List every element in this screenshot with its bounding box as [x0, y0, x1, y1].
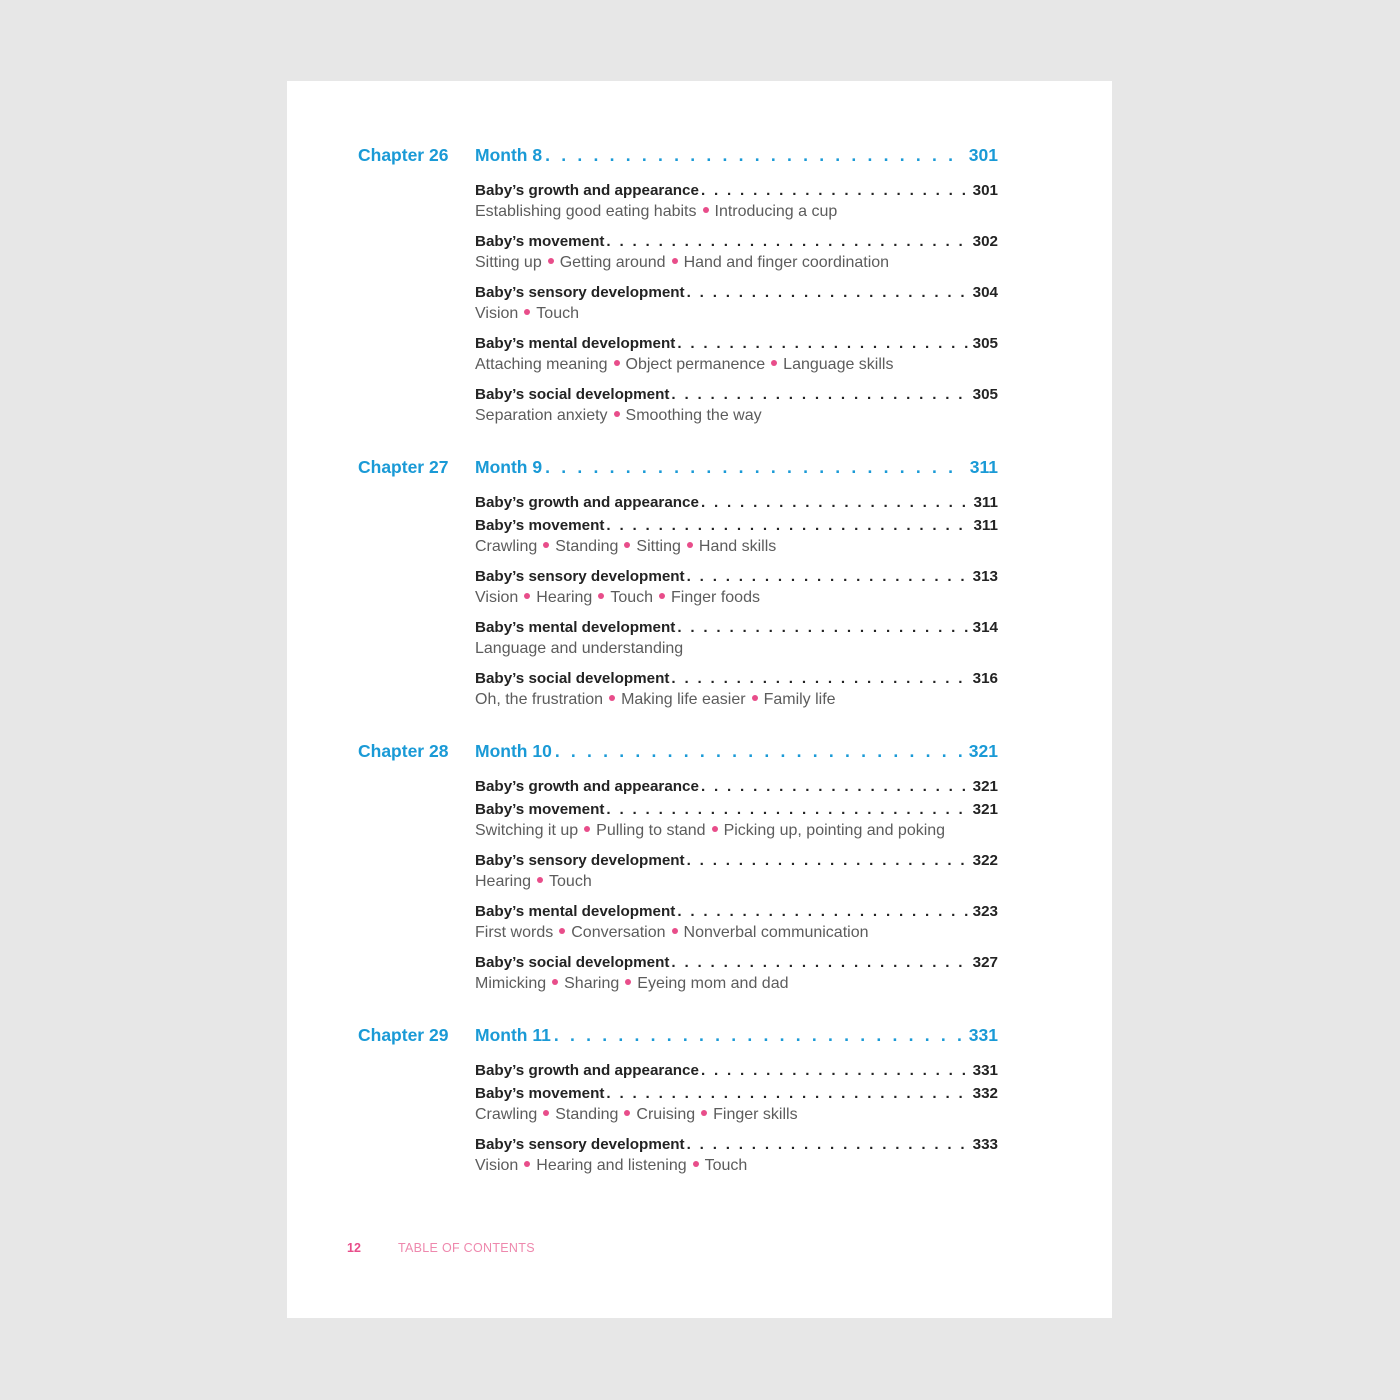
section-row[interactable]	[475, 332, 998, 355]
topic: Hand skills	[698, 538, 777, 555]
month-title: Month 9	[475, 457, 543, 477]
topic: Touch	[536, 305, 579, 322]
month-title: Month 8	[475, 145, 543, 165]
dot-leader	[671, 951, 968, 974]
toc-entry	[475, 491, 998, 557]
bullet-icon	[624, 1110, 630, 1116]
section-title: Baby’s mental development	[475, 619, 676, 636]
topic: Finger foods	[671, 589, 760, 606]
topic: Picking up, pointing and poking	[723, 822, 946, 839]
month-title: Month 10	[475, 741, 552, 761]
topic-list	[475, 690, 998, 710]
section-row[interactable]	[475, 1082, 998, 1105]
dot-leader	[687, 849, 969, 872]
topic-list	[475, 821, 998, 841]
topic: Touch	[704, 1157, 748, 1174]
topic: Attaching meaning	[475, 356, 608, 373]
toc-entry	[475, 179, 998, 222]
topic: Making life easier	[621, 691, 746, 708]
section-title: Baby’s social development	[475, 954, 670, 971]
section-page-number: 322	[972, 852, 998, 869]
footer-page-number: 12	[347, 1241, 361, 1255]
dot-leader	[545, 144, 963, 166]
section-page-number: 311	[973, 517, 998, 534]
chapter-label: Chapter 26	[358, 145, 449, 165]
dot-leader	[606, 798, 968, 821]
bullet-icon	[687, 542, 693, 548]
section-row[interactable]	[475, 798, 998, 821]
bullet-icon	[543, 1110, 549, 1116]
topic: Hearing	[475, 873, 532, 890]
bullet-icon	[543, 542, 549, 548]
topic: Switching it up	[475, 822, 579, 839]
topic-list	[475, 253, 998, 273]
section-page-number: 327	[972, 954, 998, 971]
section-row[interactable]	[475, 565, 998, 588]
section-page-number: 301	[972, 182, 998, 199]
bullet-icon	[609, 695, 615, 701]
section-title: Baby’s sensory development	[475, 568, 685, 585]
topic: Family life	[763, 691, 836, 708]
topic: Language skills	[783, 356, 894, 373]
topic: Conversation	[571, 924, 666, 941]
bullet-icon	[537, 877, 543, 883]
section-page-number: 313	[972, 568, 998, 585]
dot-leader	[701, 775, 969, 798]
dot-leader	[701, 491, 970, 514]
dot-leader	[671, 667, 968, 690]
dot-leader	[677, 616, 968, 639]
topic: Oh, the frustration	[475, 691, 604, 708]
toc-entry	[475, 230, 998, 273]
section-title: Baby’s growth and appearance	[475, 778, 699, 795]
section-row[interactable]	[475, 179, 998, 202]
month-page-number: 321	[968, 741, 998, 761]
topic: Hand and finger coordination	[683, 254, 890, 271]
topic-list	[475, 974, 998, 994]
section-page-number: 331	[972, 1062, 998, 1079]
section-title: Baby’s social development	[475, 386, 670, 403]
section-row[interactable]	[475, 616, 998, 639]
bullet-icon	[771, 360, 777, 366]
topic: Touch	[549, 873, 592, 890]
topic: Standing	[555, 1106, 619, 1123]
dot-leader	[677, 332, 968, 355]
bullet-icon	[584, 826, 590, 832]
section-page-number: 333	[972, 1136, 998, 1153]
topic: Separation anxiety	[475, 407, 608, 424]
toc-entry	[475, 667, 998, 710]
toc-entry	[475, 616, 998, 659]
section-title: Baby’s growth and appearance	[475, 182, 699, 199]
bullet-icon	[701, 1110, 707, 1116]
bullet-icon	[598, 593, 604, 599]
month-heading[interactable]	[475, 1024, 998, 1046]
section-page-number: 311	[973, 494, 998, 511]
bullet-icon	[624, 542, 630, 548]
bullet-icon	[712, 826, 718, 832]
topic: Eyeing mom and dad	[637, 975, 789, 992]
toc-entry	[475, 900, 998, 943]
section-title: Baby’s mental development	[475, 903, 676, 920]
section-row[interactable]	[475, 900, 998, 923]
dot-leader	[555, 740, 963, 762]
topic-list	[475, 1156, 998, 1176]
topic: Sitting	[636, 538, 681, 555]
section-page-number: 321	[972, 801, 998, 818]
section-row[interactable]	[475, 491, 998, 514]
topic-list	[475, 1105, 998, 1125]
bullet-icon	[524, 309, 530, 315]
bullet-icon	[524, 593, 530, 599]
section-title: Baby’s sensory development	[475, 852, 685, 869]
section-title: Baby’s movement	[475, 233, 605, 250]
topic: Vision	[475, 305, 519, 322]
topic-list	[475, 202, 998, 222]
toc-entry	[475, 951, 998, 994]
section-page-number: 305	[972, 386, 998, 403]
topic: Vision	[475, 1157, 519, 1174]
section-page-number: 305	[972, 335, 998, 352]
topic: Nonverbal communication	[683, 924, 869, 941]
bullet-icon	[693, 1161, 699, 1167]
chapter-label: Chapter 27	[358, 457, 449, 477]
topic: Sharing	[564, 975, 620, 992]
section-row[interactable]	[475, 951, 998, 974]
toc-entry	[475, 332, 998, 375]
topic: Crawling	[475, 1106, 538, 1123]
footer-section-label: TABLE OF CONTENTS	[398, 1241, 535, 1255]
section-row[interactable]	[475, 1133, 998, 1156]
topic-list	[475, 588, 998, 608]
bullet-icon	[672, 928, 678, 934]
topic: Introducing a cup	[714, 203, 838, 220]
section-page-number: 332	[972, 1085, 998, 1102]
section-row[interactable]	[475, 383, 998, 406]
bullet-icon	[524, 1161, 530, 1167]
dot-leader	[687, 1133, 969, 1156]
topic-list	[475, 406, 998, 426]
toc-entry	[475, 281, 998, 324]
toc-entry	[475, 775, 998, 841]
bullet-icon	[548, 258, 554, 264]
month-page-number: 301	[968, 145, 998, 165]
section-row[interactable]	[475, 1059, 998, 1082]
dot-leader	[687, 281, 969, 304]
section-row[interactable]	[475, 230, 998, 253]
topic: Hearing and listening	[536, 1157, 687, 1174]
topic: Mimicking	[475, 975, 547, 992]
toc-entry	[475, 1059, 998, 1125]
dot-leader	[677, 900, 968, 923]
topic-list	[475, 923, 998, 943]
toc-entry	[475, 383, 998, 426]
topic: Finger skills	[713, 1106, 798, 1123]
section-row[interactable]	[475, 849, 998, 872]
bullet-icon	[559, 928, 565, 934]
section-title: Baby’s movement	[475, 1085, 605, 1102]
topic: First words	[475, 924, 554, 941]
section-title: Baby’s sensory development	[475, 284, 685, 301]
topic: Hearing	[536, 589, 593, 606]
bullet-icon	[659, 593, 665, 599]
month-heading[interactable]	[475, 144, 998, 166]
section-page-number: 314	[972, 619, 998, 636]
section-page-number: 321	[972, 778, 998, 795]
section-row[interactable]	[475, 775, 998, 798]
topic-list	[475, 355, 998, 375]
bullet-icon	[614, 411, 620, 417]
topic-list	[475, 639, 998, 659]
section-page-number: 302	[972, 233, 998, 250]
topic: Object permanence	[625, 356, 766, 373]
topic: Vision	[475, 589, 519, 606]
section-row[interactable]	[475, 281, 998, 304]
dot-leader	[606, 1082, 968, 1105]
topic: Sitting up	[475, 254, 542, 271]
section-page-number: 316	[972, 670, 998, 687]
section-title: Baby’s mental development	[475, 335, 676, 352]
dot-leader	[606, 514, 969, 537]
bullet-icon	[552, 979, 558, 985]
month-page-number: 311	[969, 457, 998, 477]
document-page	[287, 81, 1112, 1318]
dot-leader	[606, 230, 968, 253]
section-row[interactable]	[475, 667, 998, 690]
dot-leader	[701, 179, 969, 202]
topic: Getting around	[559, 254, 666, 271]
section-title: Baby’s movement	[475, 517, 605, 534]
section-page-number: 323	[972, 903, 998, 920]
topic-list	[475, 537, 998, 557]
section-page-number: 304	[972, 284, 998, 301]
section-row[interactable]	[475, 514, 998, 537]
month-page-number: 331	[968, 1025, 998, 1045]
section-title: Baby’s social development	[475, 670, 670, 687]
topic: Pulling to stand	[596, 822, 706, 839]
bullet-icon	[625, 979, 631, 985]
bullet-icon	[752, 695, 758, 701]
chapter-label: Chapter 28	[358, 741, 449, 761]
toc-entry	[475, 849, 998, 892]
bullet-icon	[703, 207, 709, 213]
month-title: Month 11	[475, 1025, 551, 1045]
section-title: Baby’s growth and appearance	[475, 1062, 699, 1079]
topic: Crawling	[475, 538, 538, 555]
topic: Standing	[555, 538, 619, 555]
chapter-label: Chapter 29	[358, 1025, 449, 1045]
month-heading[interactable]	[475, 456, 998, 478]
dot-leader	[701, 1059, 969, 1082]
section-title: Baby’s sensory development	[475, 1136, 685, 1153]
topic: Language and understanding	[475, 640, 684, 657]
bullet-icon	[614, 360, 620, 366]
topic: Smoothing the way	[625, 407, 762, 424]
topic: Establishing good eating habits	[475, 203, 697, 220]
dot-leader	[554, 1024, 963, 1046]
topic-list	[475, 304, 998, 324]
topic-list	[475, 872, 998, 892]
section-title: Baby’s growth and appearance	[475, 494, 699, 511]
toc-entry	[475, 1133, 998, 1176]
topic: Cruising	[636, 1106, 696, 1123]
topic: Touch	[610, 589, 654, 606]
dot-leader	[671, 383, 968, 406]
month-heading[interactable]	[475, 740, 998, 762]
section-title: Baby’s movement	[475, 801, 605, 818]
bullet-icon	[672, 258, 678, 264]
dot-leader	[687, 565, 969, 588]
dot-leader	[545, 456, 964, 478]
toc-entry	[475, 565, 998, 608]
